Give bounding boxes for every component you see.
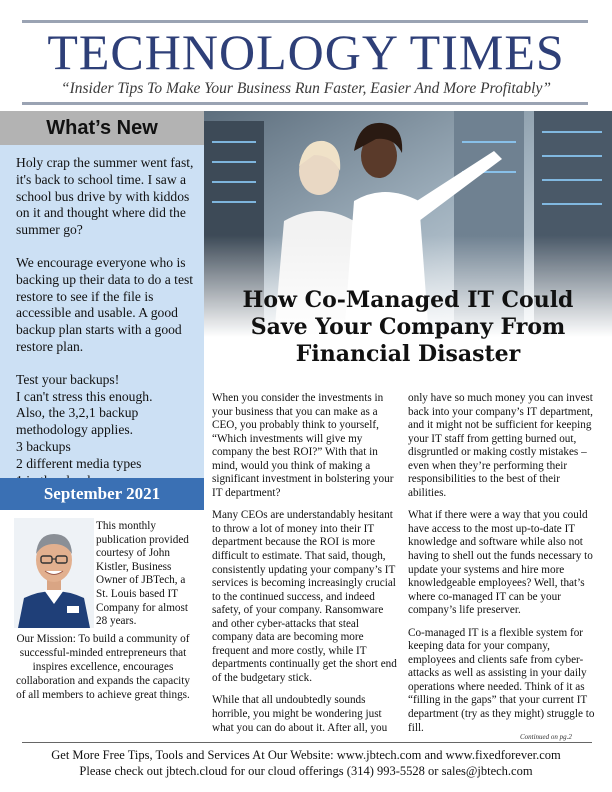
owner-photo-illustration xyxy=(14,518,94,628)
article-paragraph: Many CEOs are understandably hesitant to throw a lot of money into their IT department because the ROI is more difficult to estimate. That said, though, consistently updating your company’s IT services is becoming increasingly crucial to the continued success, and indeed safety, of your company. Ransomware and other cyber-attacks that steal company data are becoming more frequent and more costly, while IT departments continually get the short end of the budgetary stick. xyxy=(212,509,397,684)
whats-new-heading: What’s New xyxy=(46,117,158,139)
top-rule xyxy=(22,20,588,23)
backup-tip-line: I can't stress this enough. xyxy=(16,388,153,404)
issue-month-band xyxy=(0,478,204,510)
article-paragraph: When you consider the investments in your business that you can make as a CEO, you probably think to yourself, “Which investments will give my company the best ROI?” With that in mind, would you think of making a significant investment in bolstering your IT department? xyxy=(212,392,394,499)
continued-note: Continued on pg.2 xyxy=(520,733,572,741)
masthead-title: TECHNOLOGY TIMES xyxy=(47,24,565,80)
footer-line-2: Please check out jbtech.cloud for our cloud offerings (314) 993-5528 or sales@jbtech.com xyxy=(79,763,533,778)
masthead-bottom-rule xyxy=(22,102,588,105)
backup-tip-line: Test your backups! xyxy=(16,371,120,387)
whats-new-header xyxy=(0,111,204,145)
article-paragraph: While that all undoubtedly sounds horrible, you might be wondering just what you can do about it. After all, you xyxy=(212,694,388,734)
backup-tip-line: 3 backups xyxy=(16,438,71,454)
mission-statement: Our Mission: To build a community of successful-minded entrepreneurs that inspires excellence, encourages collaboration and expands the capacity of all members to achieve great things. xyxy=(16,633,190,701)
footer-line-1: Get More Free Tips, Tools and Services At Our Website: www.jbtech.com and www.fixedforever.com xyxy=(51,748,561,762)
article-paragraph: What if there were a way that you could have access to the most up-to-date IT knowledge and software while also not having to shell out the funds necessary to update your systems and hire more knowledgeable employees? Well, that’s where co-managed IT can be your company’s life preserver. xyxy=(408,509,593,617)
whats-new-panel xyxy=(0,145,204,478)
masthead-tagline: “Insider Tips To Make Your Business Run Faster, Easier And More Profitably” xyxy=(60,80,551,97)
backup-tip-line: 2 different media types xyxy=(16,455,142,471)
footer xyxy=(0,748,612,779)
backup-tip-line: Also, the 3,2,1 backup methodology applies. xyxy=(16,405,139,438)
article-headline: How Co-Managed IT Could Save Your Company From Financial Disaster xyxy=(242,287,574,367)
article-column-1 xyxy=(212,392,398,744)
issue-month: September 2021 xyxy=(43,484,161,503)
footer-rule xyxy=(22,742,592,743)
article-paragraph: only have so much money you can invest back into your company’s IT department, and it might not be sufficient for keeping your IT staff from getting burned out, disgruntled or making costly mistakes – even when they’re performing their responsibilities to the best of their abilities. xyxy=(408,392,593,499)
whats-new-para-1: Holy crap the summer went fast, it's back to school time. I saw a school bus drive by with kiddos on it and thought where did the summer go? xyxy=(16,155,194,238)
article-paragraph: Co-managed IT is a flexible system for keeping data for your company, employees and clients safe from cyber-attacks as well as assisting in your daily operations where needed. Think of it as “filling in the gaps” that your current IT department (try as they might) struggle to fill. xyxy=(408,626,595,734)
owner-portrait xyxy=(14,518,94,628)
backup-tips xyxy=(16,372,200,490)
publication-credit: This monthly publication provided courtesy of John Kistler, Business Owner of JBTech, a St. Louis based IT Company for almost 28 years. xyxy=(96,520,189,628)
article-column-2 xyxy=(408,392,596,744)
whats-new-para-2: We encourage everyone who is backing up their data to do a test restore to see if the file is accessible and usable. A good backup plan starts with a good restore plan. xyxy=(16,254,194,354)
